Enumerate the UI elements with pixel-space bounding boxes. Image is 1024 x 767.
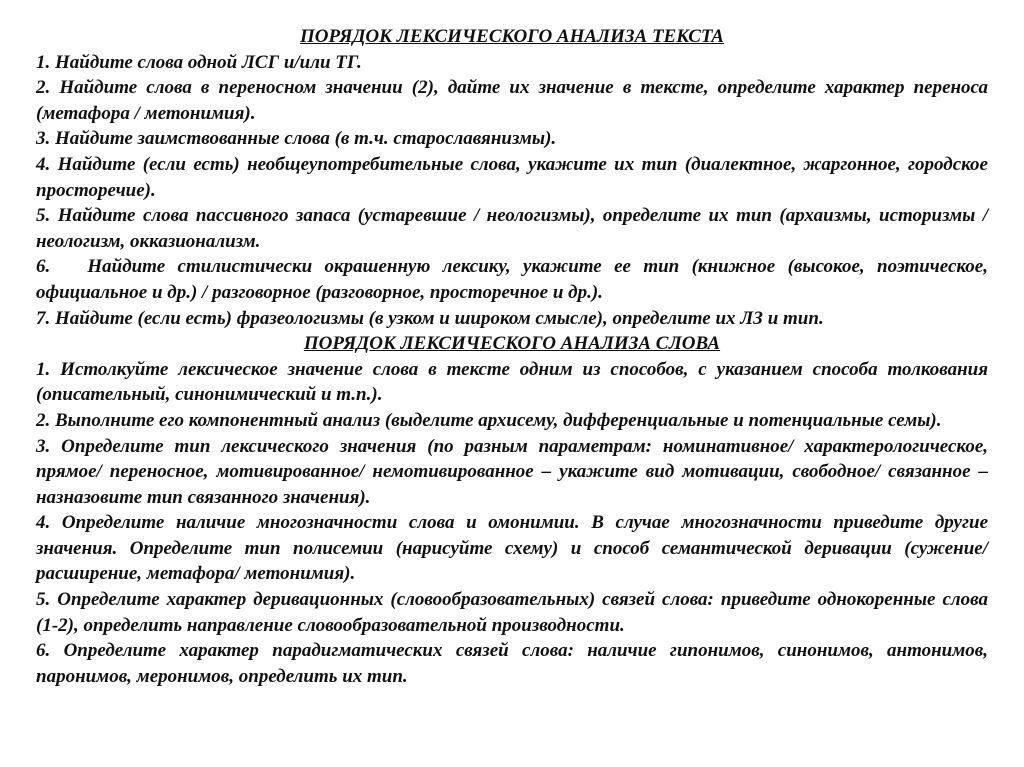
word-analysis-item-4: 4. Определите наличие многозначности слова и омонимии. В случае многозначности приведите другие значения. Определите тип полисемии (нарисуйте схему) и способ семантической деривации (сужение/ расширение, метафора/ метонимия). (36, 512, 988, 585)
word-analysis-item-3: 3. Определите тип лексического значения (по разным параметрам: номинативное/ характерологическое, прямое/ переносное, мотивированное/ немотивированное – укажите вид мотивации, свободное/ связанное – назназовите тип связанного значения). (36, 435, 988, 508)
text-analysis-heading: ПОРЯДОК ЛЕКСИЧЕСКОГО АНАЛИЗА ТЕКСТА (300, 26, 724, 47)
text-analysis-item-3: 3. Найдите заимствованные слова (в т.ч. старославянизмы). (36, 128, 557, 150)
word-analysis-item-6: 6. Определите характер парадигматических связей слова: наличие гипонимов, синонимов, антонимов, паронимов, меронимов, определить их тип. (36, 640, 988, 687)
text-analysis-item-7: 7. Найдите (если есть) фразеологизмы (в узком и широком смысле), определите их ЛЗ и тип. (36, 307, 824, 329)
text-analysis-item-4: 4. Найдите (если есть) необщеупотребительные слова, укажите их тип (диалектное, жаргонное, городское просторечие). (36, 153, 988, 201)
word-analysis-item-2: 2. Выполните его компонентный анализ (выделите архисему, дифференциальные и потенциальные семы). (36, 409, 942, 431)
document-body (36, 24, 993, 689)
text-analysis-item-5: 5. Найдите слова пассивного запаса (устаревшие / неологизмы), определите их тип (архаизмы, историзмы / неологизм, окказионализм. (36, 205, 988, 252)
text-analysis-item-6: 6. Найдите стилистически окрашенную лексику, укажите ее тип (книжное (высокое, поэтическое, официальное и др.) / разговорное (разговорное, просторечное и др.). (36, 256, 993, 303)
word-analysis-item-5: 5. Определите характер деривационных (словообразовательных) связей слова: приведите однокоренные слова (1-2), определить направление словообразовательной производности. (36, 589, 988, 636)
word-analysis-heading: ПОРЯДОК ЛЕКСИЧЕСКОГО АНАЛИЗА СЛОВА (303, 333, 721, 355)
text-analysis-item-2: 2. Найдите слова в переносном значении (2), дайте их значение в тексте, определите характер переноса (метафора / метонимия). (36, 77, 988, 124)
text-analysis-item-1: 1. Найдите слова одной ЛСГ и/или ТГ. (36, 51, 362, 73)
word-analysis-item-1: 1. Истолкуйте лексическое значение слова в тексте одним из способов, с указанием способа толкования (описательный, синонимический и т.п.). (36, 358, 988, 406)
